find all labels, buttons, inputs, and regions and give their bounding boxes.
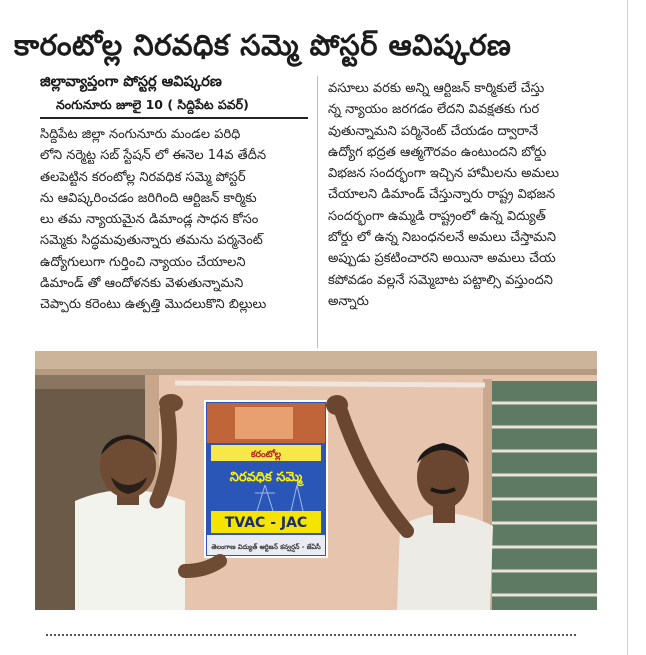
dateline: నంగునూరు జూలై 10 ( సిద్దిపేట పవర్) (56, 97, 249, 112)
column-1-line: డిమాండ్ తో ఆందోళనకు వెళుతున్నామని (40, 276, 244, 292)
column-2-line: విభజన సందర్భంగా ఇచ్చిన హామీలను అమలు (328, 166, 559, 182)
article-column-2 (328, 78, 606, 354)
article-column-1 (40, 124, 308, 344)
column-2-line: అన్నారు (328, 293, 369, 309)
news-photo (35, 351, 597, 610)
poster-main-title: నిరవధిక సమ్మె (229, 470, 303, 485)
column-1-line: లు తమ న్యాయమైన డిమాండ్ల సాధన కోసం (40, 212, 259, 228)
column-1-line: చెప్పారు కరెంటు ఉత్పత్తి మొదలుకొని బిల్లులు (40, 297, 267, 313)
column-rule (627, 0, 628, 655)
ceiling-edge (35, 369, 597, 375)
column-1-line: లోని నర్మెట్ట సబ్ స్టేషన్ లో ఈనెల 14వ తేదీన (40, 148, 267, 164)
photo-illustration (35, 351, 597, 610)
subhead-underline (40, 117, 308, 119)
column-2-line: వసూలు వరకు అన్ని ఆర్టిజన్ కార్మికులే చేస్తు (328, 81, 545, 96)
poster-top-label: కరంటోల్ల (250, 450, 282, 460)
column-divider (317, 76, 318, 348)
column-1-line: తలపెట్టిన కరంటోల్ల నిరవధిక సమ్మె పోస్టర్ (40, 169, 246, 185)
conduit-pipe (175, 383, 485, 385)
column-2-line: కపోవడం వల్లనే సమ్మెబాట పట్టాల్సి వస్తుందని (328, 272, 553, 288)
column-1-line: ను ఆవిష్కరించడం జరిగింది ఆర్టిజన్ కార్మికు (40, 190, 257, 206)
column-1-line: సమ్మెకు సిద్ధమవుతున్నారు తమను పర్మనెంట్ (40, 233, 263, 249)
headline: కారంటోల్ల నిరవధిక సమ్మె పోస్టర్ ఆవిష్కరణ (14, 28, 512, 62)
column-2-line: అప్పుడు ప్రకటించారని అయినా అమలు చేయ (328, 251, 556, 267)
poster-footer: తెలంగాణ విద్యుత్ ఆర్టిజన్ కన్వర్షన్ - జేఏసీ (211, 543, 321, 551)
subheadline: జిల్లావ్యాప్తంగా పోస్టర్ల ఆవిష్కరణ (40, 74, 222, 90)
column-2-line: న్న న్యాయం జరగడం లేదని వివక్షతకు గుర (328, 102, 540, 118)
column-1-line: సిద్దిపేట జిల్లా నంగునూరు మండల పరిధి (40, 127, 241, 142)
poster-org: TVAC - JAC (224, 515, 308, 531)
column-2-line: చేయాలని డిమాండ్ చేస్తున్నారు రాష్ట్ర విభజన (328, 187, 556, 203)
column-2-line: సందర్భంగా ఉమ్మడి రాష్ట్రంలో ఉన్న విద్యుత్ (328, 208, 546, 224)
column-2-line: వుతున్నామని పర్మినెంట్ చేయడం ద్వారానే (328, 123, 539, 139)
window-right (490, 381, 597, 610)
column-2-line: బోర్డు లో ఉన్న నిబంధనలనే అమలు చేస్తామని (328, 230, 557, 246)
column-1-line: ఉద్యోగులుగా గుర్తించి న్యాయం చేయాలని (40, 254, 246, 270)
bottom-dotted-rule (46, 634, 576, 636)
column-2-line: ఉద్యోగ భద్రత ఆత్మగౌరవం ఉంటుందని బోర్డు (328, 144, 547, 160)
